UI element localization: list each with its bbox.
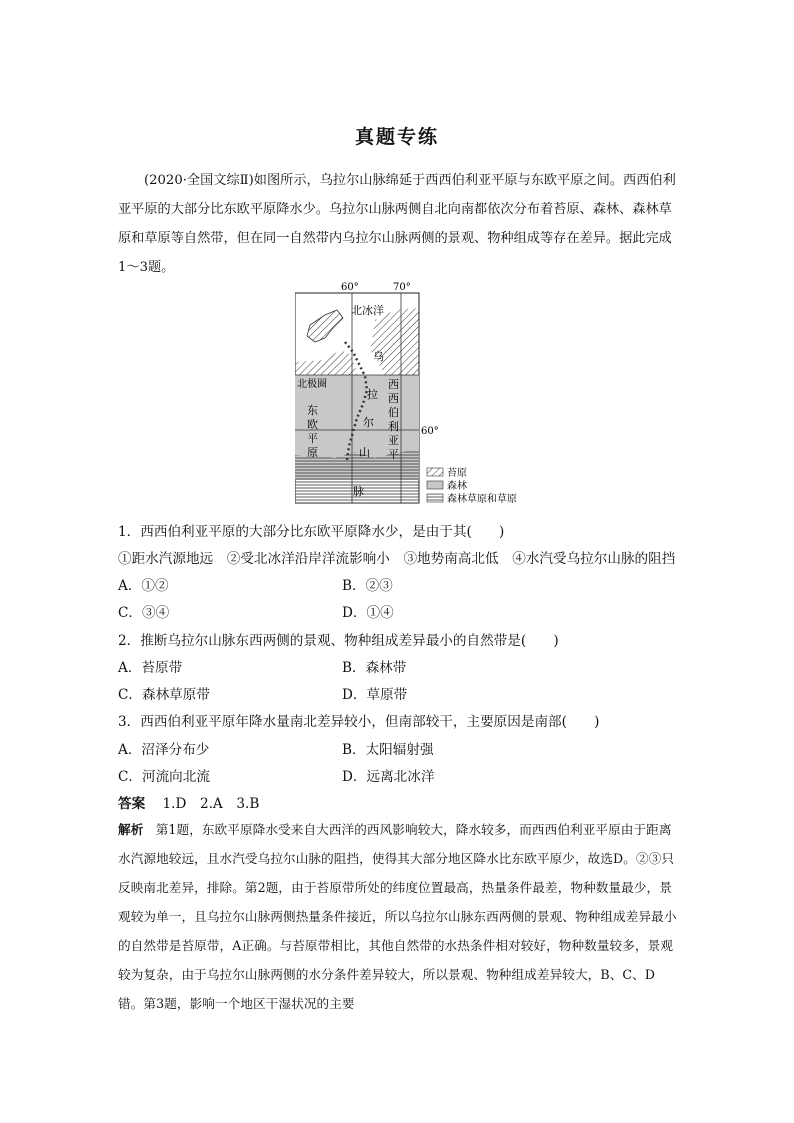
q3-option-c: C．河流向北流: [118, 769, 210, 785]
ural-map-figure: [295, 280, 535, 505]
legend-swatch-forest: [427, 481, 443, 489]
q2-stem: 2．推断乌拉尔山脉东西两侧的景观、物种组成差异最小的自然带是( ): [118, 633, 559, 649]
page-title: 真题专练: [354, 126, 439, 148]
answer-line: [118, 792, 688, 812]
legend-label-tundra: 苔原: [447, 468, 467, 479]
west-plain-char-6: 平: [388, 448, 399, 461]
west-plain-char-3: 伯: [388, 406, 399, 419]
q3-stem: 3．西西伯利亚平原年降水量南北差异较小，但南部较干，主要原因是南部( ): [118, 714, 600, 730]
legend-swatch-tundra: [427, 468, 443, 476]
legend-label-steppe: 森林草原和草原: [447, 494, 517, 505]
q1-stem: 1．西西伯利亚平原的大部分比东欧平原降水少，是由于其( ): [118, 524, 505, 540]
q3-option-d: D．远离北冰洋: [342, 769, 435, 785]
ural-char-4: 山: [359, 446, 370, 459]
ural-char-1: 乌: [373, 350, 384, 363]
west-plain-char-5: 亚: [388, 434, 399, 447]
legend-label-forest: 森林: [447, 481, 467, 492]
arctic-ocean-label: 北冰洋: [351, 304, 384, 317]
ural-char-2: 拉: [367, 388, 378, 401]
q2-option-a: A．苔原带: [118, 660, 183, 676]
q1-items: ①距水汽源地远 ②受北冰洋沿岸洋流影响小 ③地势南高北低 ④水汽受乌拉尔山脉的阻挡: [118, 551, 676, 567]
lat-60-label: 60°: [421, 426, 439, 437]
west-plain-char-1: 西: [388, 378, 399, 391]
intro-paragraph: (2020·全国文综Ⅱ)如图所示，乌拉尔山脉绵延于西西伯利亚平原与东欧平原之间。西西伯利亚平原的大部分比东欧平原降水少。乌拉尔山脉两侧自北向南都依次分布着苔原、森林、森林草原和草原等自然带，但在同一自然带内乌拉尔山脉两侧的景观、物种组成等存在差异。据此完成1～3题。: [118, 173, 676, 275]
analysis-text: 第1题，东欧平原降水受来自大西洋的西风影响较大，降水较多，而西西伯利亚平原由于距离水汽源地较远，且水汽受乌拉尔山脉的阻挡，使得其大部分地区降水比东欧平原少，故选D。②③只反映南北差异，排除。第2题，由于苔原带所处的纬度位置最高，热量条件最差，物种数量最少，景观较为单一，且乌拉尔山脉两侧热量条件接近，所以乌拉尔山脉东西两侧的景观、物种组成差异最小的自然带是苔原带，A正确。与苔原带相比，其他自然带的水热条件相对较好，物种数量较多，景观较为复杂，由于乌拉尔山脉两侧的水分条件差异较大，所以景观、物种组成差异较大，B、C、D错。第3题，影响一个地区干湿状况的主要: [118, 822, 677, 1011]
q1-option-b: B．②③: [342, 578, 393, 594]
west-plain-char-2: 西: [388, 392, 399, 405]
q2-option-d: D．草原带: [342, 687, 408, 703]
analysis-paragraph: [118, 815, 678, 1018]
ural-char-3: 尔: [363, 416, 374, 429]
east-plain-char-3: 平: [307, 432, 318, 445]
ural-char-5: 脉: [353, 485, 364, 498]
legend-swatch-steppe: [427, 494, 443, 502]
answer-text: 1.D 2.A 3.B: [162, 796, 260, 812]
answer-label: 答案: [118, 796, 146, 812]
east-plain-char-1: 东: [307, 404, 318, 417]
west-plain-char-4: 利: [388, 420, 399, 433]
q1-option-a: A．①②: [118, 578, 169, 594]
analysis-label: 解析: [118, 822, 144, 837]
east-plain-char-2: 欧: [307, 418, 318, 431]
lon-60-label: 60°: [341, 282, 359, 293]
ural-map: [295, 280, 535, 505]
arctic-circle-label: 北极圈: [297, 379, 327, 390]
q2-option-c: C．森林草原带: [118, 687, 210, 703]
q2-option-b: B．森林带: [342, 660, 407, 676]
q1-option-c: C．③④: [118, 605, 170, 621]
east-plain-char-4: 原: [307, 446, 318, 459]
q1-option-d: D．①④: [342, 605, 394, 621]
lon-70-label: 70°: [393, 282, 411, 293]
q3-option-a: A．沼泽分布少: [118, 742, 210, 758]
q3-option-b: B．太阳辐射强: [342, 742, 434, 758]
